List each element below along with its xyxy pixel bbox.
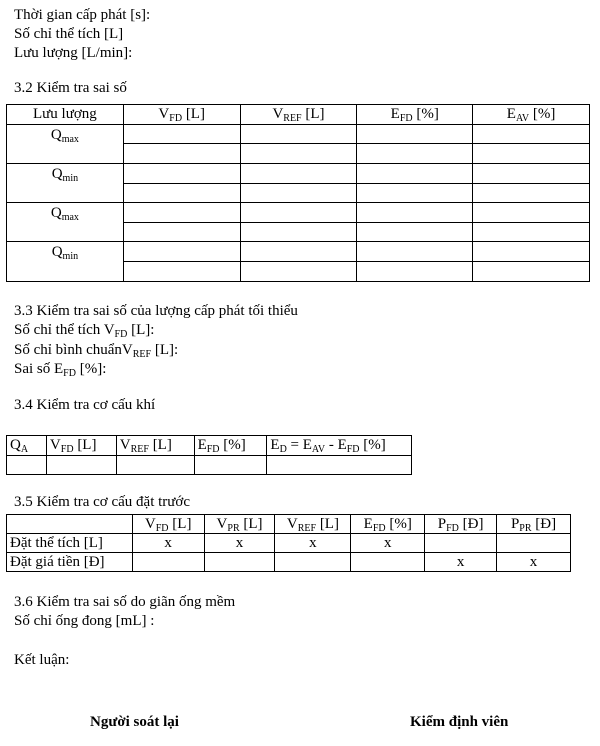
table-row bbox=[7, 203, 590, 223]
volume-reading-label: Số chỉ thể tích [L] bbox=[14, 26, 124, 42]
header-pfd: $P_{FD}$ [Đ] bbox=[425, 515, 497, 534]
header-eav: $E_{AV}$ [%] bbox=[473, 105, 590, 125]
section-3-3-title: 3.3 Kiểm tra sai số của lượng cấp phát tối thiểu bbox=[14, 303, 298, 319]
header-ed: $E_D = E_{AV} - E_{FD}$ [%] bbox=[267, 436, 412, 456]
flow-rate-label: Lưu lượng [L/min]: bbox=[14, 45, 133, 61]
error-check-table bbox=[6, 104, 590, 282]
min-volume-reading: Số chỉ thể tích $V_{FD}$ [L]: bbox=[14, 322, 155, 340]
preset-mechanism-table bbox=[6, 514, 571, 572]
header-ppr: $P_{PR}$ [Đ] bbox=[497, 515, 571, 534]
flow-qmax-2: $Q_{max}$ bbox=[7, 203, 124, 242]
header-vfd: $V_{FD}$ [L] bbox=[132, 515, 204, 534]
header-vfd: $V_{FD}$ [L] bbox=[46, 436, 116, 456]
reference-reading: Số chỉ bình chuẩnV$_{REF}$ [L]: bbox=[14, 342, 179, 360]
header-qa: $Q_A$ bbox=[7, 436, 47, 456]
header-efd: $E_{FD}$ [%] bbox=[351, 515, 425, 534]
gas-mechanism-table bbox=[6, 435, 412, 475]
dispense-time-label: Thời gian cấp phát [s]: bbox=[14, 7, 151, 23]
row-label-volume: Đặt thể tích [L] bbox=[7, 534, 133, 553]
table-row bbox=[7, 553, 571, 572]
row-label-price: Đặt giá tiền [Đ] bbox=[7, 553, 133, 572]
mark-cell: x bbox=[132, 534, 204, 553]
section-3-2-title: 3.2 Kiểm tra sai số bbox=[14, 80, 127, 96]
error-efd: Sai số $E_{FD}$ [%]: bbox=[14, 361, 107, 379]
header-vpr: $V_{PR}$ [L] bbox=[204, 515, 275, 534]
table-row bbox=[7, 242, 590, 262]
cylinder-reading-label: Số chỉ ống đong [mL] : bbox=[14, 613, 155, 629]
header-vref: $V_{REF}$ [L] bbox=[275, 515, 351, 534]
header-vref: $V_{REF}$ [L] bbox=[240, 105, 357, 125]
mark-cell: x bbox=[425, 553, 497, 572]
table-row bbox=[7, 456, 412, 475]
mark-cell: x bbox=[275, 534, 351, 553]
mark-cell: x bbox=[204, 534, 275, 553]
header-efd: $E_{FD}$ [%] bbox=[194, 436, 267, 456]
mark-cell: x bbox=[351, 534, 425, 553]
table-row bbox=[7, 534, 571, 553]
header-flow: Lưu lượng bbox=[7, 105, 124, 125]
mark-cell: x bbox=[497, 553, 571, 572]
flow-qmax: $Q_{max}$ bbox=[7, 125, 124, 164]
header-vref: $V_{REF}$ [L] bbox=[116, 436, 194, 456]
section-3-6-title: 3.6 Kiểm tra sai số do giãn ống mềm bbox=[14, 594, 236, 610]
header-vfd: $V_{FD}$ [L] bbox=[123, 105, 240, 125]
table-row bbox=[7, 164, 590, 184]
flow-qmin: $Q_{min}$ bbox=[7, 164, 124, 203]
table-header-row bbox=[7, 515, 571, 534]
table-header-row bbox=[7, 105, 590, 125]
conclusion-label: Kết luận: bbox=[14, 652, 70, 668]
flow-qmin-2: $Q_{min}$ bbox=[7, 242, 124, 282]
header-efd: $E_{FD}$ [%] bbox=[357, 105, 473, 125]
reviewer-signature-label: Người soát lại bbox=[90, 714, 179, 730]
inspector-signature-label: Kiểm định viên bbox=[410, 714, 509, 730]
table-header-row bbox=[7, 436, 412, 456]
section-3-4-title: 3.4 Kiểm tra cơ cấu khí bbox=[14, 397, 156, 413]
table-row bbox=[7, 125, 590, 144]
section-3-5-title: 3.5 Kiểm tra cơ cấu đặt trước bbox=[14, 494, 191, 510]
